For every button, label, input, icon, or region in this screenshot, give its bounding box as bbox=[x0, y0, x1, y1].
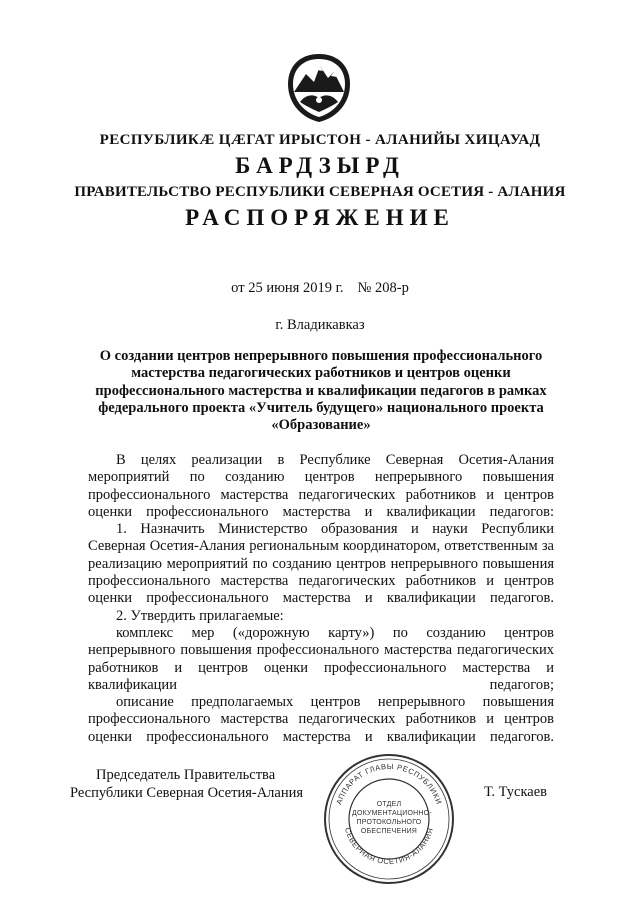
document-type-heading: РАСПОРЯЖЕНИЕ bbox=[185, 205, 455, 230]
document-body bbox=[88, 452, 554, 746]
signer-position-line2: Республики Северная Осетия-Алания bbox=[70, 785, 304, 801]
header-government-russian: ПРАВИТЕЛЬСТВО РЕСПУБЛИКИ СЕВЕРНАЯ ОСЕТИЯ - АЛАНИЯ bbox=[74, 184, 566, 200]
seal-ring-top-text: АППАРАТ ГЛАВЫ РЕСПУБЛИКИ bbox=[334, 761, 444, 806]
seal-line: ДОКУМЕНТАЦИОННО- bbox=[352, 810, 432, 817]
coat-of-arms-emblem bbox=[284, 52, 354, 124]
signer-position bbox=[70, 766, 303, 802]
header-republic-ossetian: РЕСПУБЛИКÆ ЦÆГАТ ИРЫСТОН - АЛАНИЙЫ ХИЦАУАД bbox=[99, 132, 541, 148]
document-number: № 208-р bbox=[357, 280, 409, 296]
date-number-line bbox=[0, 280, 640, 297]
paragraph-description: описание предполагаемых центров непрерывного повышения профессионального мастерства педагогических работников и центров оценки профессионального мастерства и квалификации педагогов. bbox=[88, 694, 554, 745]
paragraph-item-2: 2. Утвердить прилагаемые: bbox=[116, 607, 284, 624]
signer-name: Т. Тускаев bbox=[484, 784, 548, 800]
document-date: от 25 июня 2019 г. bbox=[231, 280, 344, 296]
seal-line: ОТДЕЛ bbox=[376, 801, 402, 808]
seal-ring-bottom-text: СЕВЕРНАЯ ОСЕТИЯ-АЛАНИЯ bbox=[342, 826, 436, 867]
paragraph-item-1: 1. Назначить Министерство образования и науки Республики Северная Осетия-Алания региональным координатором, ответственным за реализацию мероприятий по созданию центров непрерывного повышения профессионального мастерства педагогических работников и центров оценки профессионального мастерства и квалификации педагогов. bbox=[88, 521, 554, 607]
seal-center-text bbox=[352, 800, 432, 836]
signer-position-line1: Председатель Правительства bbox=[96, 767, 276, 783]
city: г. Владикавказ bbox=[275, 317, 365, 333]
header-decree-ossetian: БАРДЗЫРД bbox=[235, 153, 405, 178]
document-title: О создании центров непрерывного повышения профессионального мастерства педагогических работников и центров оценки профессионального мастерства и квалификации педагогов в рамках федерального проекта «Учитель будущего» национального проекта «Образование» bbox=[95, 348, 547, 434]
seal-line: ПРОТОКОЛЬНОГО bbox=[356, 819, 422, 826]
seal-line: ОБЕСПЕЧЕНИЯ bbox=[360, 828, 418, 835]
paragraph-roadmap: комплекс мер («дорожную карту») по созданию центров непрерывного повышения профессионального мастерства педагогических работников и центров оценки профессионального мастерства и квалификации педагогов; bbox=[88, 624, 554, 693]
paragraph-preamble: В целях реализации в Республике Северная Осетия-Алания мероприятий по созданию центров непрерывного повышения профессионального мастерства педагогических работников и центров оценки профессионального мастерства и квалификации педагогов: bbox=[88, 452, 554, 520]
